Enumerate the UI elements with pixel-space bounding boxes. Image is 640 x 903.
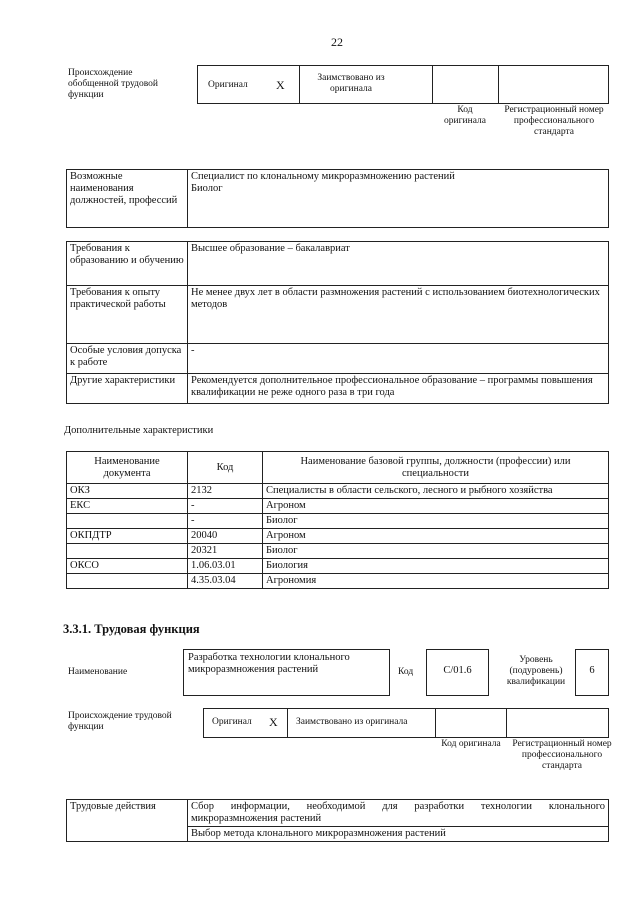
origin-label: Происхождение обобщенной трудовой функции — [68, 68, 158, 100]
action-item: Выбор метода клонального микроразмножения растений — [188, 827, 609, 842]
table-cell: 20040 — [188, 529, 263, 544]
table-cell: - — [188, 499, 263, 514]
tf-code-value: C/01.6 — [443, 665, 472, 676]
actions-label: Трудовые действия — [67, 800, 188, 842]
requirements-table — [66, 241, 609, 404]
extra-title: Дополнительные характеристики — [64, 425, 214, 436]
position-item: Биолог — [191, 183, 223, 194]
original-mark: X — [276, 78, 285, 92]
table-cell: Агроном — [263, 499, 609, 514]
table-cell — [67, 544, 188, 559]
origin-label: Происхождение трудовой функции — [68, 711, 172, 732]
table-cell: ОКСО — [67, 559, 188, 574]
tf-name-value: Разработка технологии клонального микроразмножения растений — [188, 652, 350, 675]
action-item: Сбор информации, необходимой для разработки технологии клонального микроразмножения растений — [188, 800, 609, 827]
table-cell: Специалисты в области сельского, лесного и рыбного хозяйства — [263, 484, 609, 499]
table-cell: Биолог — [263, 544, 609, 559]
divider — [498, 65, 499, 104]
table-cell: ЕКС — [67, 499, 188, 514]
extra-table — [66, 451, 609, 589]
tf-code-label: Код — [398, 667, 414, 677]
original-label: Оригинал — [212, 717, 252, 727]
table-cell: 1.06.03.01 — [188, 559, 263, 574]
table-row — [67, 514, 609, 529]
table-cell: - — [188, 514, 263, 529]
positions-label: Возможные наименования должностей, профессий — [67, 170, 188, 228]
divider — [435, 708, 436, 738]
req-value: Высшее образование – бакалавриат — [188, 242, 609, 286]
origin-box — [197, 65, 609, 104]
registration-caption: Регистрационный номер профессионального стандарта — [504, 105, 604, 137]
req-value: Не менее двух лет в области размножения растений с использованием биотехнологических методов — [188, 286, 609, 344]
page-number: 22 — [331, 35, 343, 49]
req-label: Требования к опыту практической работы — [67, 286, 188, 344]
table-row — [67, 559, 609, 574]
positions-table — [66, 169, 609, 228]
tf-name-label: Наименование — [68, 667, 128, 677]
req-label: Требования к образованию и обучению — [67, 242, 188, 286]
header-cell: Код — [188, 452, 263, 484]
borrowed-label: Заимствовано из оригинала — [317, 73, 385, 94]
borrowed-label: Заимствовано из оригинала — [296, 717, 408, 727]
divider — [299, 65, 300, 104]
req-label: Особые условия допуска к работе — [67, 344, 188, 374]
req-value: Рекомендуется дополнительное профессиональное образование – программы повышения квалификации не реже одного раза в три года — [188, 374, 609, 404]
req-value: - — [188, 344, 609, 374]
table-row — [67, 529, 609, 544]
table-cell: ОКПДТР — [67, 529, 188, 544]
section-title: 3.3.1. Трудовая функция — [63, 622, 200, 636]
req-label: Другие характеристики — [67, 374, 188, 404]
table-row — [67, 574, 609, 589]
header-cell: Наименование документа — [67, 452, 188, 484]
table-cell: Биолог — [263, 514, 609, 529]
table-cell: 20321 — [188, 544, 263, 559]
tf-level-label: Уровень (подуровень) квалификации — [506, 655, 566, 687]
registration-caption: Регистрационный номер профессионального стандарта — [512, 739, 612, 771]
table-cell: Биология — [263, 559, 609, 574]
tf-name-box — [183, 649, 390, 696]
original-mark: X — [269, 715, 278, 729]
actions-table — [66, 799, 609, 842]
table-row — [67, 484, 609, 499]
original-label: Оригинал — [208, 80, 248, 90]
positions-values — [188, 170, 609, 228]
table-cell: 4.35.03.04 — [188, 574, 263, 589]
table-row — [67, 544, 609, 559]
header-cell: Наименование базовой группы, должности (профессии) или специальности — [263, 452, 609, 484]
table-cell: Агрономия — [263, 574, 609, 589]
table-cell: Агроном — [263, 529, 609, 544]
table-cell: 2132 — [188, 484, 263, 499]
table-cell: ОКЗ — [67, 484, 188, 499]
table-cell — [67, 514, 188, 529]
divider — [506, 708, 507, 738]
tf-level-value: 6 — [589, 665, 595, 676]
position-item: Специалист по клональному микроразмножению растений — [191, 171, 455, 182]
divider — [432, 65, 433, 104]
code-original-caption: Код оригинала — [444, 105, 486, 126]
divider — [287, 708, 288, 738]
table-row — [67, 499, 609, 514]
table-cell — [67, 574, 188, 589]
code-original-caption: Код оригинала — [441, 739, 501, 749]
